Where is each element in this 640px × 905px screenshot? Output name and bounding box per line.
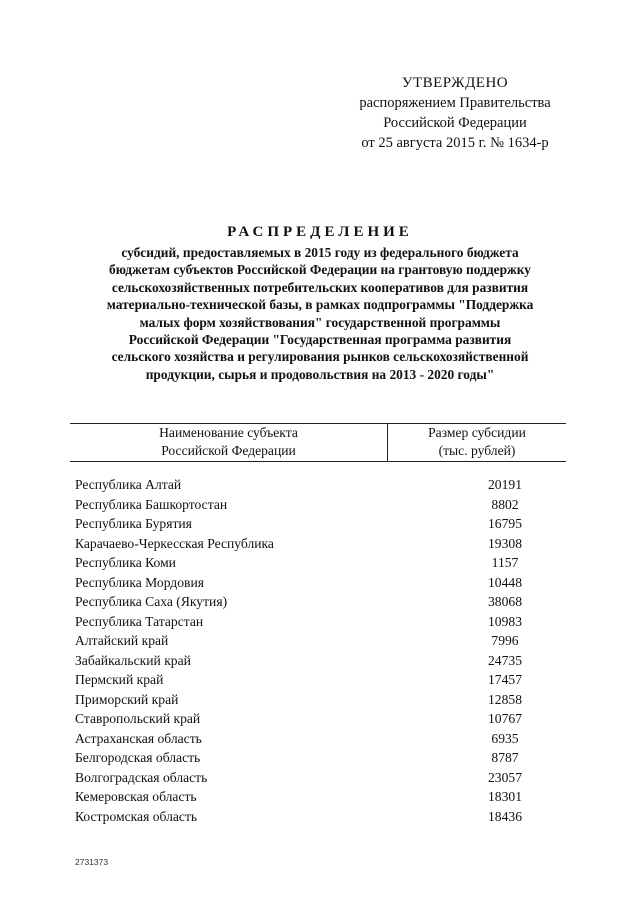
table-row [75,514,575,534]
column-header-amount-line-2: (тыс. рублей) [438,443,516,458]
row-amount: 8802 [491,496,519,512]
row-subject: Республика Коми [75,555,176,570]
subtitle-line: сельского хозяйства и регулирования рынков сельскохозяйственной [111,349,529,365]
row-amount: 1157 [491,555,519,570]
column-header-amount [388,424,566,460]
document-title: РАСПРЕДЕЛЕНИЕ [227,224,413,240]
row-subject: Астраханская область [75,730,202,746]
row-amount: 12858 [488,691,522,707]
row-amount: 10983 [488,613,522,629]
table-row [75,690,575,710]
approval-line-3: от 25 августа 2015 г. № 1634-р [361,135,549,151]
subtitle-line: бюджетам субъектов Российской Федерации на грантовую поддержку [109,262,531,278]
row-subject: Республика Бурятия [75,516,192,531]
row-subject: Волгоградская область [75,769,208,785]
document-code: 2731373 [75,857,109,867]
row-amount: 7996 [491,633,519,648]
row-subject: Республика Мордовия [75,574,204,590]
table-row [75,475,575,495]
approval-stamp [330,73,580,153]
row-amount: 18436 [488,808,522,824]
row-subject: Кемеровская область [75,789,197,804]
subtitle-line: материально-технической базы, в рамках подпрограммы "Поддержка [106,297,534,313]
approval-line-2: Российской Федерации [383,115,527,131]
row-subject: Республика Башкортостан [75,496,228,512]
row-subject: Республика Алтай [75,477,182,492]
row-amount: 10767 [488,711,522,726]
row-subject: Белгородская область [75,750,201,765]
row-subject: Забайкальский край [75,652,191,668]
table-row [75,534,575,554]
row-amount: 24735 [488,652,522,668]
subtitle-line: субсидий, предоставляемых в 2015 году из федерального бюджета [121,245,519,260]
table-row [75,787,575,807]
table-row [75,651,575,671]
row-amount: 18301 [488,789,522,804]
column-header-amount-line-1: Размер субсидии [428,425,526,440]
table-row [75,729,575,749]
row-subject: Приморский край [75,691,179,707]
table-row [75,495,575,515]
row-amount: 20191 [488,477,522,492]
row-amount: 8787 [491,750,519,765]
row-subject: Карачаево-Черкесская Республика [75,535,274,551]
table-row [75,553,575,573]
approval-title: УТВЕРЖДЕНО [401,75,509,91]
table-row [75,612,575,632]
subtitle-line: Российской Федерации "Государственная программа развития [128,332,512,348]
row-subject: Костромская область [75,808,198,824]
table-row [75,592,575,612]
table-row [75,768,575,788]
row-amount: 38068 [488,594,522,609]
row-amount: 17457 [488,672,522,687]
document-subtitle [70,244,570,383]
table-row [75,631,575,651]
row-amount: 19308 [488,535,522,551]
column-header-subject [70,424,387,460]
table-row [75,709,575,729]
row-subject: Республика Татарстан [75,613,204,629]
table-row [75,670,575,690]
row-subject: Пермский край [75,672,164,687]
table-header-bottom-border [70,461,566,462]
subsidy-table-body [75,475,575,826]
row-subject: Ставропольский край [75,711,201,726]
column-header-subject-line-1: Наименование субъекта [159,425,298,440]
row-amount: 16795 [488,516,522,531]
approval-line-1: распоряжением Правительства [359,95,551,111]
row-amount: 6935 [491,730,519,746]
row-amount: 23057 [488,769,522,785]
table-row [75,573,575,593]
table-row [75,748,575,768]
subtitle-line: сельскохозяйственных потребительских кооперативов для развития [111,279,529,295]
row-subject: Республика Саха (Якутия) [75,594,228,609]
row-amount: 10448 [488,574,522,590]
subtitle-line: продукции, сырья и продовольствия на 2013 - 2020 годы" [145,366,495,382]
column-header-subject-line-2: Российской Федерации [161,443,296,458]
row-subject: Алтайский край [75,633,169,648]
table-row [75,807,575,827]
subtitle-line: малых форм хозяйствования" государственной программы [139,314,501,330]
